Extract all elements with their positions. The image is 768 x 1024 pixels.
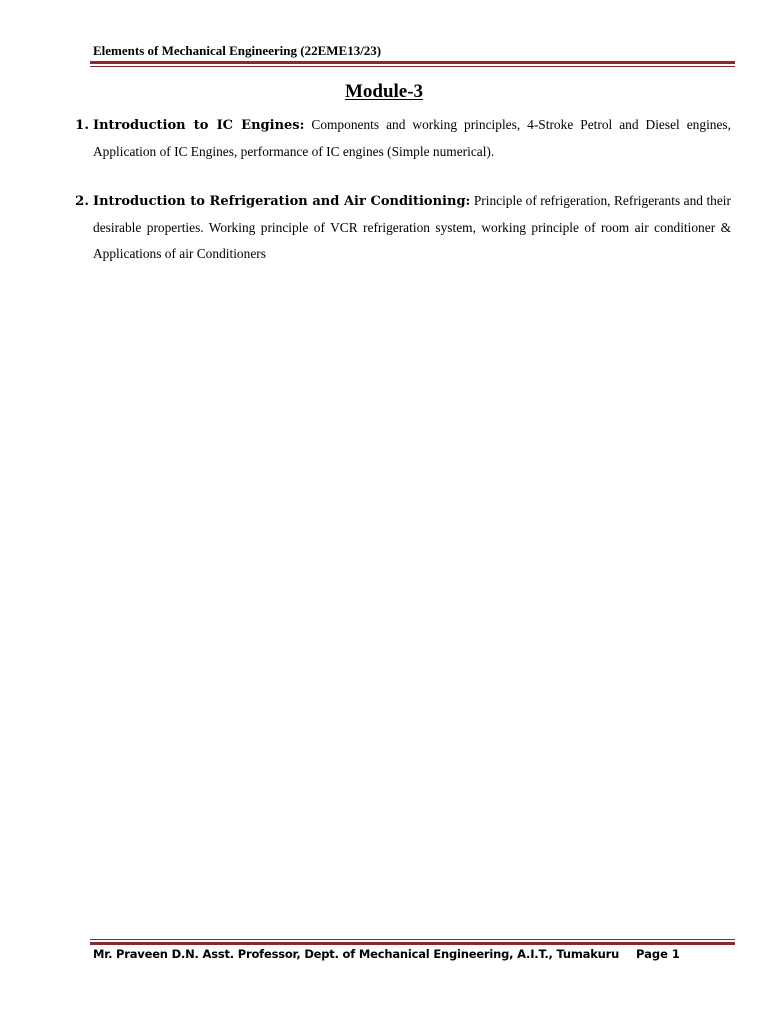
- header-rule-thick: [90, 61, 735, 64]
- list-item-text: [75, 188, 731, 267]
- list-item: [75, 112, 731, 165]
- module-title: Module-3: [344, 81, 424, 102]
- header-title: Elements of Mechanical Engineering (22EME13/23): [93, 43, 382, 58]
- list-item-heading: Introduction to Refrigeration and Air Conditioning:: [93, 194, 471, 209]
- footer-page-number: Page 1: [636, 947, 680, 961]
- list-item-body: Components and working principles, 4-Stroke Petrol and Diesel engines, Application of IC Engines, performance of IC engines (Simple numerical).: [93, 117, 731, 159]
- list-item-number: 2.: [75, 193, 89, 209]
- list-item-number: 1.: [75, 117, 89, 133]
- list-item-text: [75, 112, 731, 165]
- footer-rule-thin: [90, 939, 735, 940]
- header-rule-thin: [90, 66, 735, 67]
- list-item-body: Principle of refrigeration, Refrigerants and their desirable properties. Working principle of VCR refrigeration system, working principle of room air conditioner & Applications of air Conditioners: [93, 193, 731, 261]
- list-item: [75, 188, 731, 267]
- list-item-heading: Introduction to IC Engines:: [93, 118, 305, 133]
- footer-rule-thick: [90, 942, 735, 945]
- footer-author-line: Mr. Praveen D.N. Asst. Professor, Dept. of Mechanical Engineering, A.I.T., Tumakuru: [93, 947, 620, 961]
